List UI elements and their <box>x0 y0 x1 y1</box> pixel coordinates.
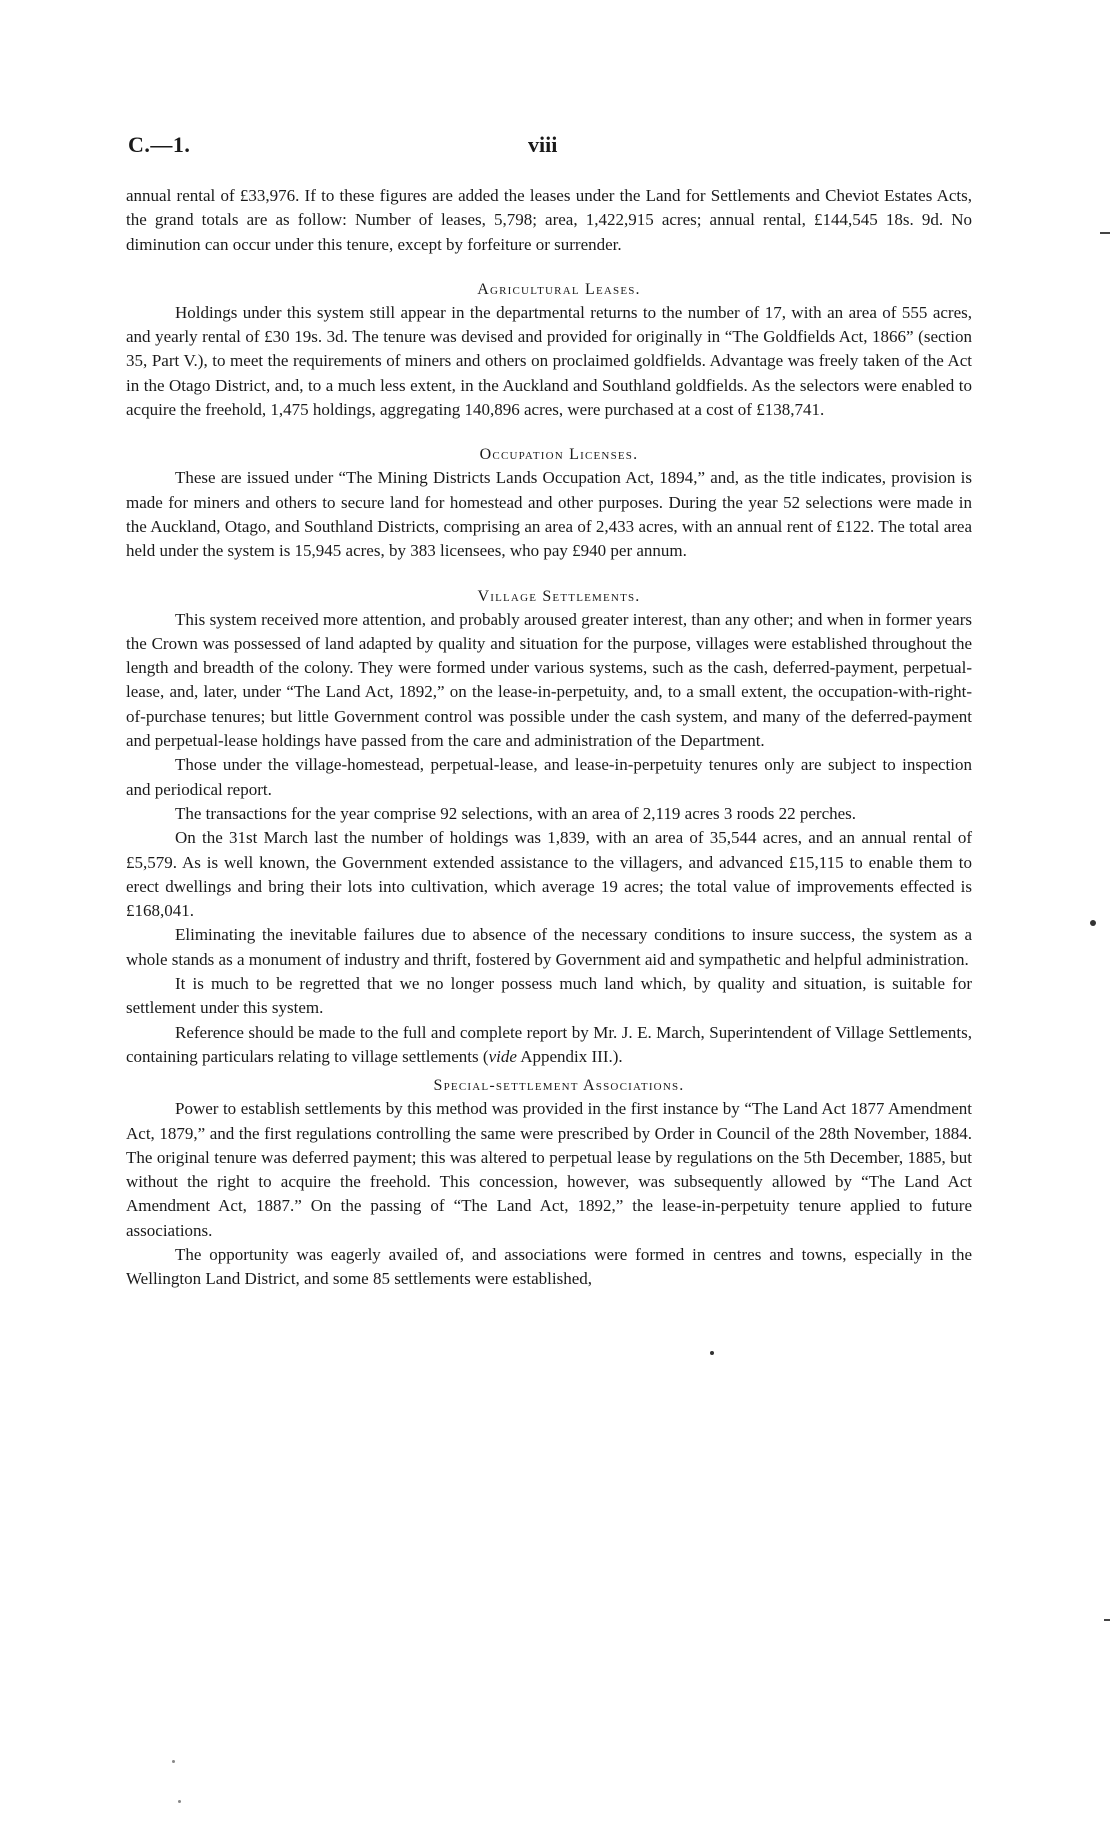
margin-mark <box>1100 232 1110 234</box>
margin-mark <box>1090 920 1096 926</box>
occupation-paragraph: These are issued under “The Mining Districts Lands Occupation Act, 1894,” and, as the title indicates, provision is made for miners and others to secure land for homestead and other purposes. During the year 52 selections were made in the Auckland, Otago, and Southland Districts, comprising an area of 2,433 acres, with an annual rent of £122. The total area held under the system is 15,945 acres, by 383 licensees, who pay £940 per annum. <box>126 468 972 561</box>
vide-italic: vide <box>488 1046 517 1066</box>
margin-mark <box>1104 1619 1110 1621</box>
special-paragraph-2: The opportunity was eagerly availed of, and associations were formed in centres and towns, especially in the Wellington Land District, and some 85 settlements were established, <box>126 1244 972 1289</box>
heading-agricultural-leases: Agricultural Leases. <box>477 280 641 298</box>
stray-dot <box>178 1800 181 1803</box>
page-header <box>128 132 973 162</box>
village-paragraph-2: Those under the village-homestead, perpetual-lease, and lease-in-perpetuity tenures only are subject to inspection and periodical report. <box>126 755 972 799</box>
heading-occupation-licenses: Occupation Licenses. <box>479 446 639 464</box>
heading-village-settlements: Village Settlements. <box>477 587 641 605</box>
village-paragraph-1: This system received more attention, and probably aroused greater interest, than any other; and when in former years the Crown was possessed of land adapted by quality and situation for the purpose, villages were established throughout the length and breadth of the colony. They were formed under various systems, such as the cash, deferred-payment, perpetual-lease, and, later, under “The Land Act, 1892,” on the lease-in-perpetuity, and, to a small extent, the occupation-with-right-of-purchase tenures; but little Government control was possible under the cash system, and many of the deferred-payment and perpetual-lease holdings have passed from the care and administration of the Department. <box>126 609 972 751</box>
agricultural-paragraph: Holdings under this system still appear in the departmental returns to the number of 17, with an area of 555 acres, and yearly rental of £30 19s. 3d. The tenure was devised and provided for originally in “The Goldfields Act, 1866” (section 35, Part V.), to meet the requirements of miners and others on proclaimed goldfields. Advantage was freely taken of the Act in the Otago District, and, to a much less extent, in the Auckland and Southland goldfields. As the selectors were enabled to acquire the freehold, 1,475 holdings, aggregating 140,896 acres, were purchased at a cost of £138,741. <box>126 302 972 420</box>
page-number: viii <box>528 132 558 157</box>
village-paragraph-3: The transactions for the year comprise 92 selections, with an area of 2,119 acres 3 roods 22 perches. <box>175 803 857 823</box>
stray-dot <box>172 1760 175 1763</box>
village-reference-paragraph <box>126 1021 972 1070</box>
body-text <box>126 184 972 1292</box>
heading-special-settlement-associations: Special-settlement Associations. <box>433 1077 685 1095</box>
special-paragraph-1: Power to establish settlements by this method was provided in the first instance by “The Land Act 1877 Amendment Act, 1879,” and the first regulations controlling the same were prescribed by Order in Council of the 28th November, 1884. The original tenure was deferred payment; this was altered to perpetual lease by regulations on the 5th December, 1885, but without the right to acquire the freehold. This concession, however, was subsequently allowed by “The Land Act Amendment Act, 1887.” On the passing of “The Land Act, 1892,” the lease-in-perpetuity tenure applied to future associations. <box>126 1099 972 1240</box>
stray-dot <box>710 1351 714 1355</box>
reference-text: Reference should be made to the full and complete report by Mr. J. E. March, Superintendent of Village Settlements, containing particulars relating to village settlements ( <box>126 1022 972 1066</box>
village-paragraph-4: On the 31st March last the number of holdings was 1,839, with an area of 35,544 acres, and an annual rental of £5,579. As is well known, the Government extended assistance to the villagers, and advanced £15,115 to enable them to erect dwellings and bring their lots into cultivation, which average 19 acres; the total value of improvements effected is £168,041. <box>126 828 972 921</box>
village-paragraph-6: It is much to be regretted that we no longer possess much land which, by quality and situation, is suitable for settlement under this system. <box>126 974 972 1018</box>
document-code: C.—1. <box>128 132 191 157</box>
intro-paragraph: annual rental of £33,976. If to these figures are added the leases under the Land for Settlements and Cheviot Estates Acts, the grand totals are as follow: Number of leases, 5,798; area, 1,422,915 acres; annual rental, £144,545 18s. 9d. No diminution can occur under this tenure, except by forfeiture or surrender. <box>126 186 972 254</box>
village-paragraph-5: Eliminating the inevitable failures due to absence of the necessary conditions to insure success, the system as a whole stands as a monument of industry and thrift, fostered by Government aid and sympathetic and helpful administration. <box>126 925 972 969</box>
reference-appendix: Appendix III.). <box>516 1046 623 1066</box>
